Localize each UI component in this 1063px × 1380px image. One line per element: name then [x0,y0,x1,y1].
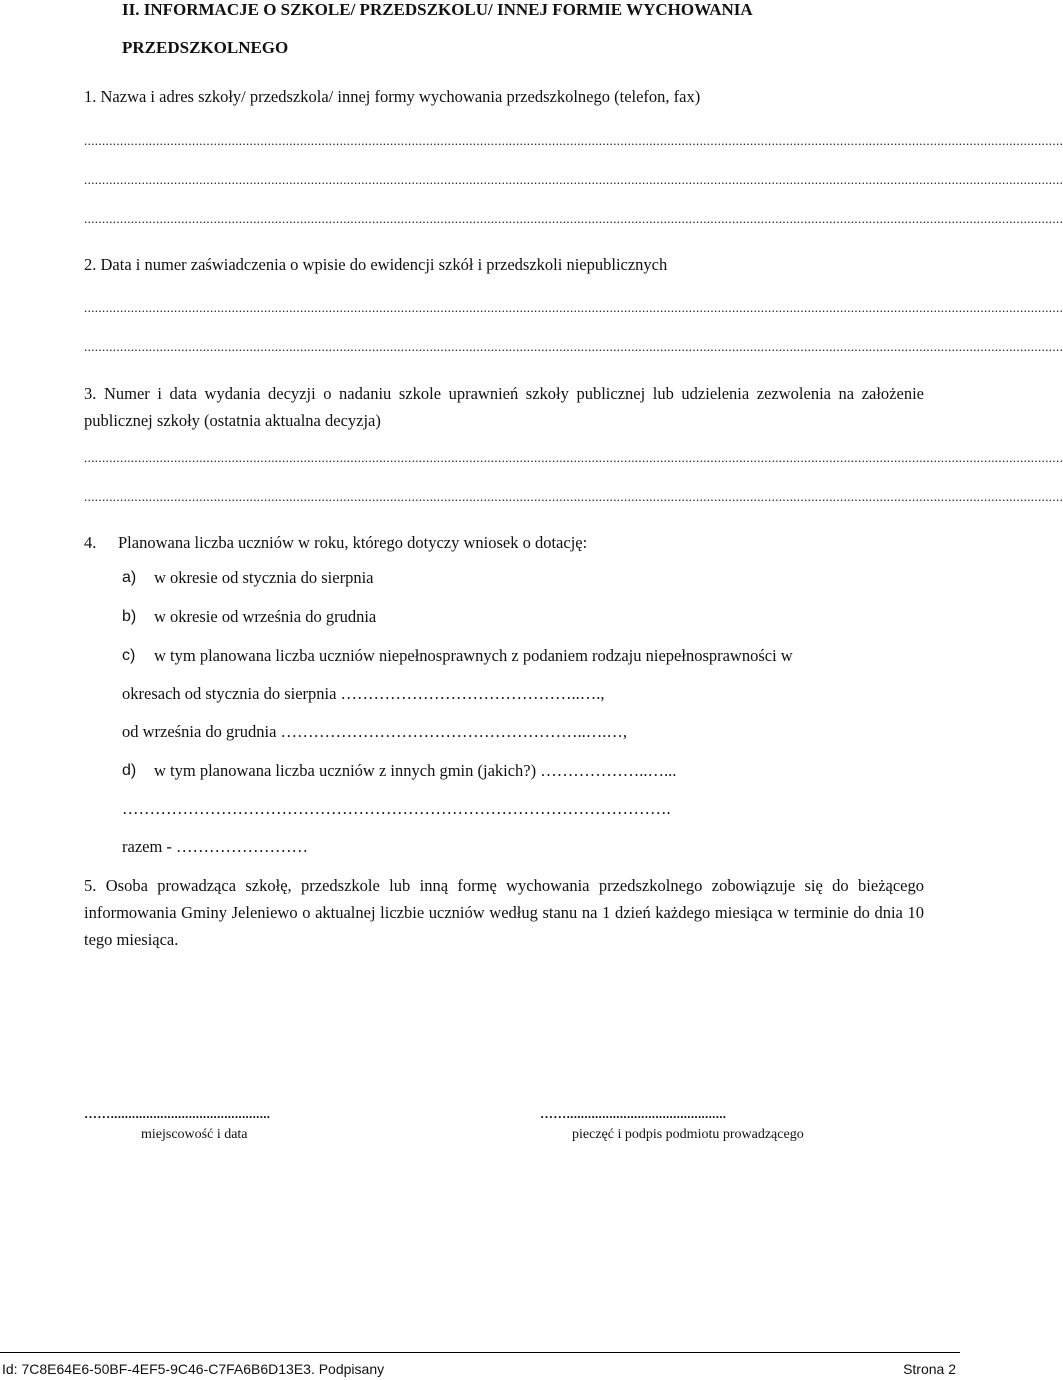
item-a-text: w okresie od stycznia do sierpnia [154,568,374,587]
section-2-label: 2. Data i numer zaświadczenia o wpisie do ewidencji szkół i przedszkoli niepublicznych [84,255,668,274]
section-heading-line2: PRZEDSZKOLNEGO [122,38,289,57]
section-1-label: 1. Nazwa i adres szkoły/ przedszkola/ innej formy wychowania przedszkolnego (telefon, fax) [84,87,701,106]
section-3-label: 3. Numer i data wydania decyzji o nadaniu szkole uprawnień szkoły publicznej lub udzielenia zezwolenia na założenie publicznej szkoły (ostatnia aktualna decyzja) [84,384,924,430]
place-date-label: miejscowość i data [141,1127,248,1142]
section-heading-line1: II. INFORMACJE O SZKOLE/ PRZEDSZKOLU/ INNEJ FORMIE WYCHOWANIA [122,0,753,19]
signature-label: pieczęć i podpis podmiotu prowadzącego [572,1127,804,1142]
dotted-line[interactable]: ................................................................................................................................................................................................................................................................................ [84,300,1063,315]
section-5-text: 5. Osoba prowadząca szkołę, przedszkole lub inną formę wychowania przedszkolnego zobowiązuje się do bieżącego informowania Gminy Jeleniewo o aktualnej liczbie uczniów według stanu na 1 dzień każdego miesiąca w terminie do dnia 10 tego miesiąca. [84,876,924,949]
item-c-marker: c) [122,647,136,664]
dotted-line[interactable]: ................................................................................................................................................................................................................................................................................ [84,211,1063,226]
dotted-line[interactable]: ................................................................................................................................................................................................................................................................................ [84,489,1063,504]
footer-divider [0,1352,960,1353]
footer-page-number: Strona 2 [903,1361,956,1377]
dotted-line[interactable]: ................................................................................................................................................................................................................................................................................ [84,339,1063,354]
item-a-marker: a) [122,569,137,586]
dotted-line[interactable]: ................................................................................................................................................................................................................................................................................ [84,450,1063,465]
place-date-line[interactable]: ……............................................. [84,1106,271,1121]
item-b-marker: b) [122,608,137,625]
section-4-number: 4. [84,533,97,552]
section-4-label: Planowana liczba uczniów w roku, którego dotyczy wniosek o dotację: [118,533,588,552]
item-d-text[interactable]: w tym planowana liczba uczniów z innych gmin (jakich?) ………………..…... [154,761,677,780]
item-b-text: w okresie od września do grudnia [154,607,377,626]
item-c-text: w tym planowana liczba uczniów niepełnosprawnych z podaniem rodzaju niepełnosprawności w [154,646,793,665]
item-c-line2[interactable]: okresach od stycznia do sierpnia ……………………………………..…., [122,684,605,703]
total-field[interactable]: razem - …………………… [122,837,309,856]
dotted-line[interactable]: ................................................................................................................................................................................................................................................................................ [84,133,1063,148]
item-d-marker: d) [122,762,137,779]
footer-document-id: Id: 7C8E64E6-50BF-4EF5-9C46-C7FA6B6D13E3. Podpisany [2,1361,385,1377]
signature-line[interactable]: ……............................................. [540,1106,727,1121]
item-d-line2[interactable]: ………………………………………………………………………………………. [122,799,671,818]
item-c-line3[interactable]: od września do grudnia ………………………………………………..….…, [122,722,628,741]
dotted-line[interactable]: ................................................................................................................................................................................................................................................................................ [84,172,1063,187]
